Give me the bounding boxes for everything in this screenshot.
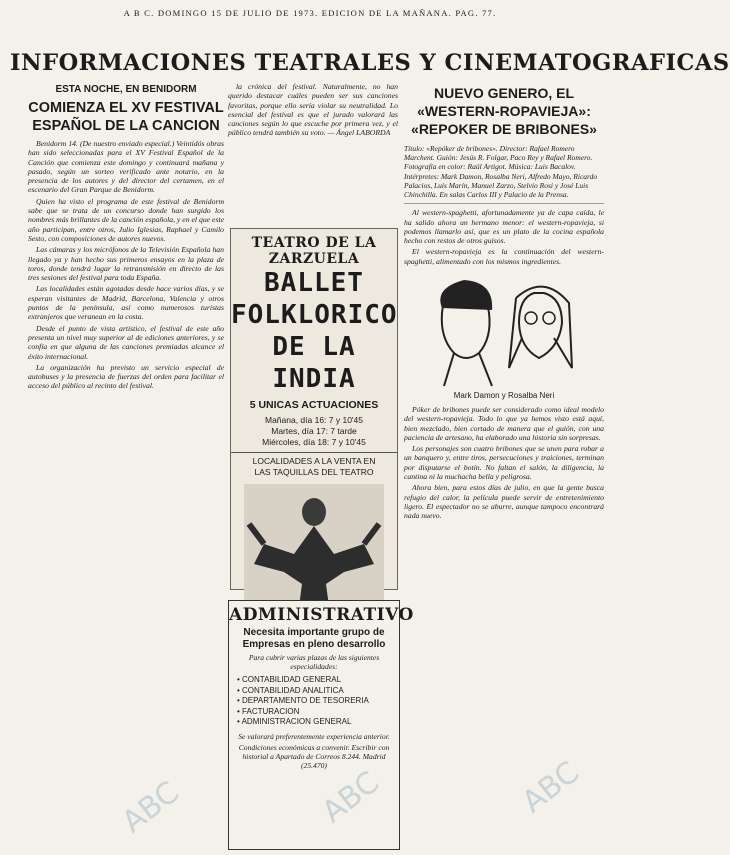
paragraph: Benidorm 14. (De nuestro enviado especial.) Veintidós obras han sido seleccionadas para el XV Festival Español de la Canción que comienza este domingo y continuará mañana y pasado, según un sorteo verificado ante notario, en la presencia de los autores y del director del certamen, en el escenario del Gran Parque de Benidorm. xyxy=(28,139,224,195)
film-credits: Título: «Repóker de bribones». Director: Rafael Romero Marchent. Guión: Jesús R. Folgar, Paco Rey y Rafael Romero. Fotografía en color: Raúl Artigot. Música: Luis Bacalov. Intérpretes: Mark Damon, Rosalba Neri, Alfredo Mayo, Ricardo Palacios, Luis Marín, Manuel Zarzo, Stelvio Rosi y José Luis Chinchilla. En salas Carlos III y Palacio de la Prensa. xyxy=(404,144,604,204)
watermark-stamp: ABC xyxy=(315,764,386,831)
list-item: • CONTABILIDAD ANALITICA xyxy=(237,686,391,697)
schedule-line: Mañana, día 16: 7 y 10'45 xyxy=(264,415,364,425)
ballet-advertisement xyxy=(230,228,398,590)
film-review-article xyxy=(404,82,604,852)
watermark-stamp: ABC xyxy=(515,754,586,821)
ad-subtitle: 5 UNICAS ACTUACIONES xyxy=(249,399,379,411)
festival-article xyxy=(28,82,224,852)
ad-footer: Condiciones económicas a convenir. Escribir con historial a Apartado de Correos 8.244. Madrid (25.470) xyxy=(238,742,390,770)
article-body xyxy=(28,139,224,391)
ad-intro: Para cubrir varias plazas de las siguientes especialidades: xyxy=(248,653,380,671)
paragraph: La organización ha previsto un servicio especial de autobuses y la presencia de fuerzas del orden para facilitar el acceso del público al recinto del festival. xyxy=(28,362,224,391)
festival-article-continuation xyxy=(228,82,398,212)
list-item: • DEPARTAMENTO DE TESORERIA xyxy=(237,696,391,707)
paragraph: Las localidades están agotadas desde hace varios días, y se esperan visitantes de Madrid, Barcelona, Valencia y otros puntos de la península, así como numerosos turistas extranjeros que veranean en la costa. xyxy=(28,284,224,322)
schedule-line: Miércoles, día 18: 7 y 10'45 xyxy=(262,437,366,447)
job-advertisement xyxy=(228,600,414,850)
paragraph: Quien ha visto el programa de este festival de Benidorm sabe que se trata de un concurso donde han surgido los nombres más brillantes de la canción española, y en el que este año participan, entre otros, Julio Iglesias, Raphael y Camilo Sesto, con composiciones de autores nuevos. xyxy=(28,196,224,243)
paragraph: Al western-spaghetti, afortunadamente ya de capa caída, le ha salido ahora un hermano menor: el western-ropavieja, si podemos llamarlo así, que es un plato de la cocina española hecho con restos de otros guisos. xyxy=(404,208,604,246)
illustration-caption: Mark Damon y Rosalba Neri xyxy=(453,391,555,400)
article-kicker: ESTA NOCHE, EN BENIDORM xyxy=(55,84,197,95)
actors-illustration xyxy=(404,268,604,388)
section-masthead: INFORMACIONES TEATRALES Y CINEMATOGRAFICAS xyxy=(10,50,730,76)
ad-theater-name: TEATRO DE LA ZARZUELA xyxy=(251,235,377,267)
paragraph: Los personajes son cuatro bribones que se unen para robar a un banquero y, entre tiros, persecuciones y traiciones, terminan por disputarse el botín. No faltan el salón, la diligencia, la cantina ni la muchacha bella y peligrosa. xyxy=(404,444,604,482)
paragraph: la crónica del festival. Naturalmente, no han querido destacar cuáles pueden ser sus canciones favoritas, porque ello sería violar su neutralidad. Lo esencial del festival es que el jurado valorará las canciones según lo que escuche por primera vez, y el público tendrá también su voto. — Ángel LABORDA xyxy=(228,82,398,138)
ad-note: Se valorará preferentemente experiencia anterior. xyxy=(238,731,390,741)
watermark-stamp: ABC xyxy=(115,774,186,841)
article-headline: COMIENZA EL XV FESTIVAL ESPAÑOL DE LA CANCION xyxy=(28,100,224,134)
article-headline: NUEVO GENERO, EL «WESTERN-ROPAVIEJA»: «REPOKER DE BRIBONES» xyxy=(411,85,597,137)
list-item: • ADMINISTRACION GENERAL xyxy=(237,717,391,728)
list-item: • CONTABILIDAD GENERAL xyxy=(237,675,391,686)
paragraph: Ahora bien, para estos días de julio, en que la gente busca refugio del calor, la película puede servir de entretenimiento ligero. El espectador no se aburre, aunque tampoco encontrará nada nuevo. xyxy=(404,483,604,521)
ad-schedule xyxy=(231,415,397,448)
tickets-line: LAS TAQUILLAS DEL TEATRO xyxy=(254,467,374,477)
running-head: A B C. DOMINGO 15 DE JULIO DE 1973. EDICION DE LA MAÑANA. PAG. 77. xyxy=(123,8,497,18)
list-item: • FACTURACION xyxy=(237,707,391,718)
paragraph: Póker de bribones puede ser considerado como ideal modelo del western-ropavieja. Todo lo que ya hemos visto está aquí, bien mezclado, bien cortado de manera que el guión, con una paciencia de artesano, ha elaborado una historia sin sorpresas. xyxy=(404,405,604,442)
paragraph: Las cámaras y los micrófonos de la Televisión Española han llegado ya y han hecho sus primeros ensayos en la plaza de toros, donde tendrá lugar la retransmisión en directo de las tres sesiones del festival para toda España. xyxy=(28,245,224,283)
ad-title-line: DE LA INDIA xyxy=(272,332,356,394)
schedule-line: Martes, día 17: 7 tarde xyxy=(271,426,357,436)
ad-title-line: BALLET xyxy=(264,268,364,298)
ad-title: ADMINISTRATIVO xyxy=(229,605,414,625)
article-body-continued xyxy=(404,405,604,521)
ad-specialties-list xyxy=(237,675,391,728)
paragraph: Desde el punto de vista artístico, el festival de este año presenta un nivel muy superior al de ediciones anteriores, y se confía en que alguna de las canciones premiadas alcance el éxito internacional. xyxy=(28,323,224,361)
article-body xyxy=(404,208,604,266)
ad-subtitle: Necesita importante grupo de Empresas en pleno desarrollo xyxy=(242,627,386,650)
ad-tickets xyxy=(231,452,397,478)
paragraph: El western-ropavieja es la continuación del western-spaghetti, alimentado con los mismos ingredientes. xyxy=(404,247,604,266)
ad-title-line: FOLKLORICO xyxy=(231,300,398,330)
tickets-line: LOCALIDADES A LA VENTA EN xyxy=(252,456,376,466)
